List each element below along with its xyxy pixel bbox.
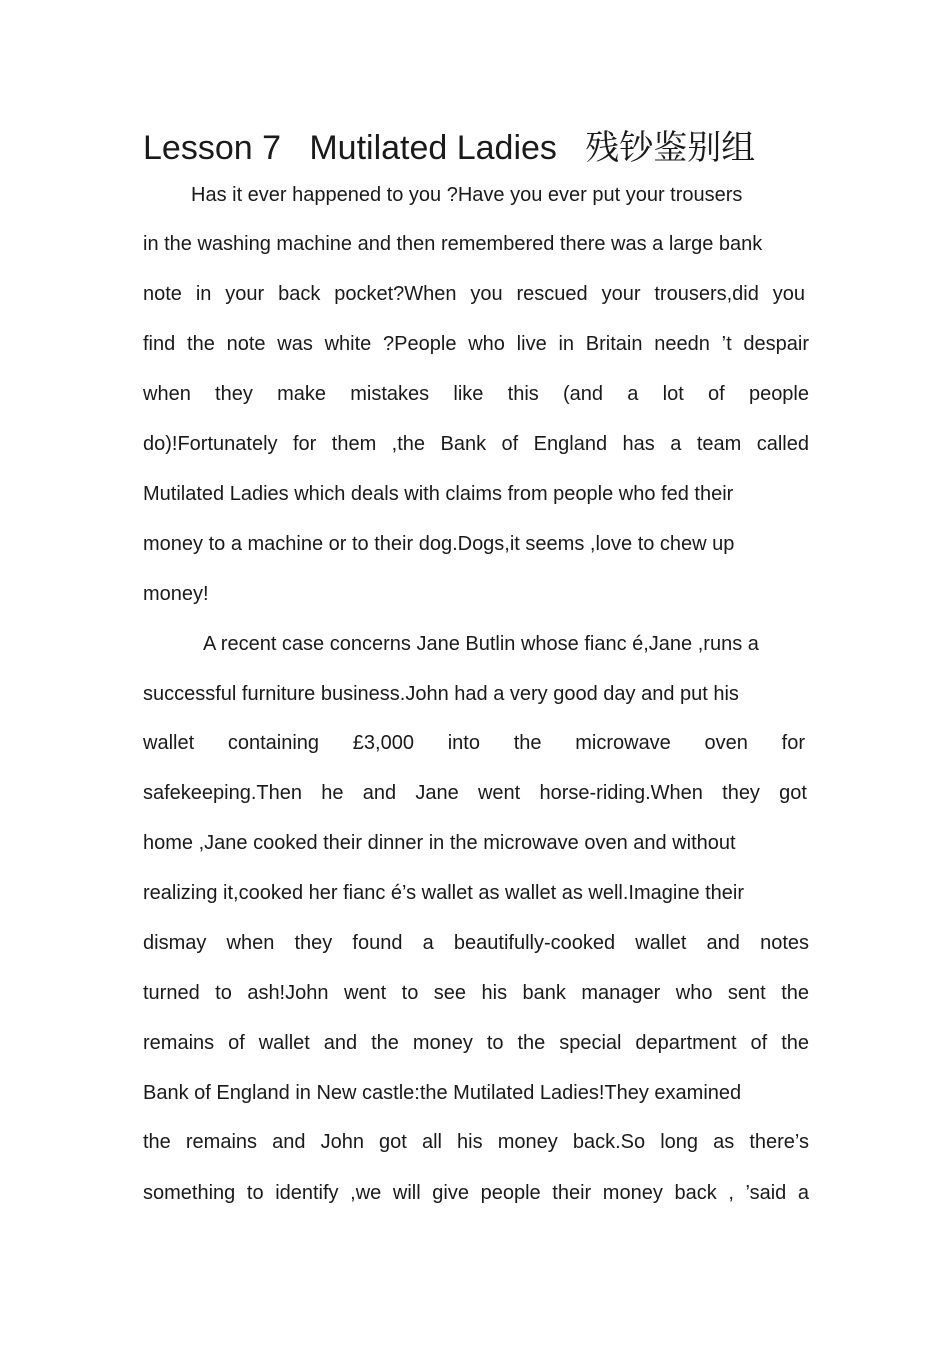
text-line: Bank of England in New castle:the Mutilated Ladies!They examined — [143, 1082, 742, 1104]
text-line: do)!Fortunately for them ,the Bank of England has a team called — [143, 433, 809, 455]
text-line: Has it ever happened to you ?Have you ever put your trousers — [191, 184, 743, 206]
text-line: successful furniture business.John had a very good day and put his — [143, 683, 739, 705]
text-line: wallet containing £3,000 into the microwave oven for — [143, 732, 805, 754]
text-line: when they make mistakes like this (and a lot of people — [143, 383, 809, 405]
text-line: turned to ash!John went to see his bank manager who sent the — [143, 982, 809, 1004]
text-line: note in your back pocket?When you rescued your trousers,did you — [143, 283, 805, 305]
text-line: A recent case concerns Jane Butlin whose fianc é,Jane ,runs a — [203, 633, 759, 655]
text-line: Mutilated Ladies which deals with claims from people who fed their — [143, 483, 734, 505]
text-line: something to identify ,we will give people their money back , ’said a — [143, 1182, 809, 1204]
text-line: safekeeping.Then he and Jane went horse-riding.When they got — [143, 782, 807, 804]
text-line: money! — [143, 583, 209, 605]
lesson-title: Lesson 7 Mutilated Ladies 残钞鉴别组 — [143, 129, 756, 167]
text-line: find the note was white ?People who live in Britain needn ’t despair — [143, 333, 809, 355]
text-line: home ,Jane cooked their dinner in the microwave oven and without — [143, 832, 736, 854]
text-line: realizing it,cooked her fianc é’s wallet as wallet as well.Imagine their — [143, 882, 745, 904]
text-line: remains of wallet and the money to the special department of the — [143, 1032, 809, 1054]
text-line: in the washing machine and then remembered there was a large bank — [143, 233, 763, 255]
text-line: the remains and John got all his money back.So long as there’s — [143, 1131, 809, 1153]
text-line: dismay when they found a beautifully-cooked wallet and notes — [143, 932, 809, 954]
text-line: money to a machine or to their dog.Dogs,it seems ,love to chew up — [143, 533, 735, 555]
